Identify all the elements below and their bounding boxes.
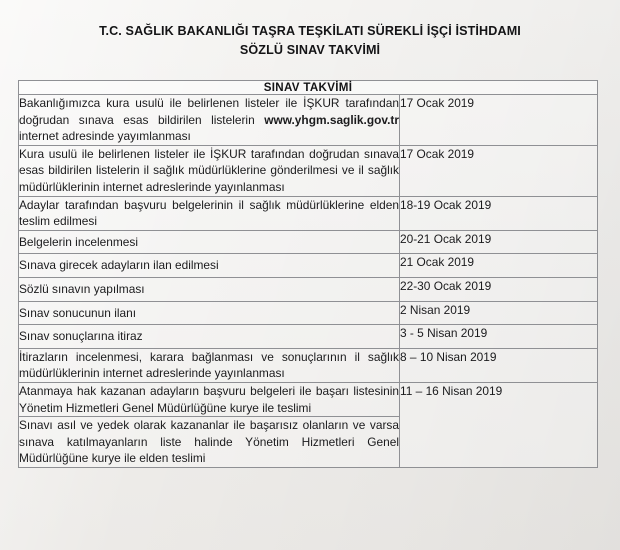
schedule-url: www.yhgm.saglik.gov.tr	[264, 112, 399, 127]
schedule-description-cell: İtirazların incelenmesi, karara bağlanması ve sonuçlarının il sağlık müdürlüklerinin internet adreslerinde yayınlanması	[19, 348, 400, 382]
table-body	[19, 95, 598, 468]
page-title	[0, 22, 620, 60]
table-row	[19, 230, 598, 254]
schedule-description-cell: Sınav sonucunun ilanı	[19, 301, 400, 325]
schedule-description-cell: Sınav sonuçlarına itiraz	[19, 325, 400, 349]
description-text-suffix: internet adresinde yayımlanması	[19, 129, 191, 144]
table-row	[19, 145, 598, 196]
schedule-date-cell-merged: 11 – 16 Nisan 2019	[400, 382, 598, 467]
schedule-date-cell: 18-19 Ocak 2019	[400, 196, 598, 230]
schedule-description-cell: Belgelerin incelenmesi	[19, 230, 400, 254]
table-row	[19, 348, 598, 382]
page-title-line-2: SÖZLÜ SINAV TAKVİMİ	[239, 43, 381, 57]
schedule-description-cell	[19, 95, 400, 146]
schedule-date-cell: 17 Ocak 2019	[400, 145, 598, 196]
table-header-title: SINAV TAKVİMİ	[19, 81, 598, 95]
schedule-description-cell: Atanmaya hak kazanan adayların başvuru belgeleri ile başarı listesinin Yönetim Hizmetleri Genel Müdürlüğüne kurye ile teslimi	[19, 382, 400, 416]
schedule-date-cell: 8 – 10 Nisan 2019	[400, 348, 598, 382]
table-row	[19, 95, 598, 146]
table-row	[19, 301, 598, 325]
schedule-description-cell: Sözlü sınavın yapılması	[19, 277, 400, 301]
table-row	[19, 382, 598, 416]
table-row	[19, 196, 598, 230]
schedule-date-cell: 2 Nisan 2019	[400, 301, 598, 325]
table-row	[19, 277, 598, 301]
schedule-date-cell: 17 Ocak 2019	[400, 95, 598, 146]
page-title-line-1: T.C. SAĞLIK BAKANLIĞI TAŞRA TEŞKİLATI SÜREKLİ İŞÇİ İSTİHDAMI	[99, 24, 521, 38]
description-text-prefix: Bakanlığımızca kura usulü ile belirlenen listeler ile İŞKUR tarafından doğrudan sınava esas bildirilen listelerin	[19, 96, 399, 127]
table-row	[19, 325, 598, 349]
table-row	[19, 254, 598, 278]
schedule-description-cell: Adaylar tarafından başvuru belgelerinin il sağlık müdürlüklerine elden teslim edilmesi	[19, 196, 400, 230]
exam-schedule-table-container	[18, 80, 597, 468]
schedule-date-cell: 3 - 5 Nisan 2019	[400, 325, 598, 349]
exam-schedule-table	[18, 80, 598, 468]
schedule-date-cell: 21 Ocak 2019	[400, 254, 598, 278]
table-header-row	[19, 81, 598, 95]
schedule-description-cell: Sınava girecek adayların ilan edilmesi	[19, 254, 400, 278]
schedule-description-cell: Sınavı asıl ve yedek olarak kazananlar ile başarısız olanların ve varsa sınava katılmayanların liste halinde Yönetim Hizmetleri Genel Müdürlüğüne kurye ile elden teslimi	[19, 417, 400, 468]
schedule-date-cell: 20-21 Ocak 2019	[400, 230, 598, 254]
schedule-date-cell: 22-30 Ocak 2019	[400, 277, 598, 301]
schedule-description-cell: Kura usulü ile belirlenen listeler ile İŞKUR tarafından doğrudan sınava esas bildirilen listelerin il sağlık müdürlüklerine gönderilmesi ve il sağlık müdürlüklerinin internet adreslerinde yayınlanması	[19, 145, 400, 196]
